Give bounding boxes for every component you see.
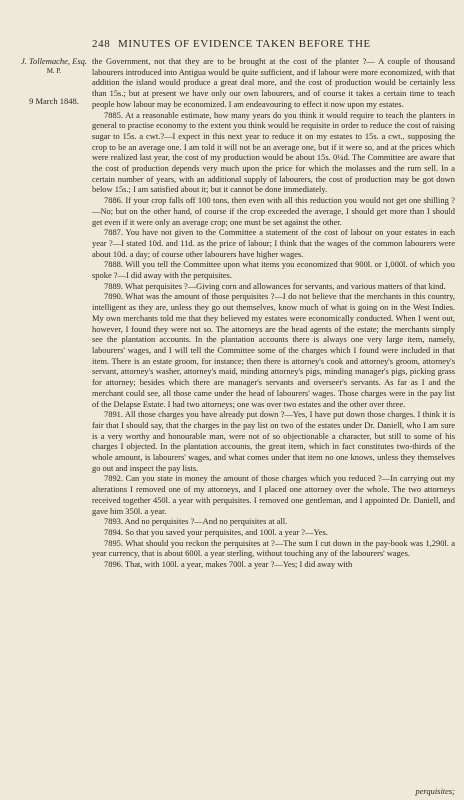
paragraph: 7896. That, with 100l. a year, makes 700l. a year ?—Yes; I did away with [104,559,353,570]
paragraph: 7892. Can you state in money the amount of those charges which you reduced ?—In carrying out my alterations I removed one of my attorneys, and I placed one attorney over the whole. The two attorneys received together 450l. a year with perquisites. I removed one gentleman, and I appointed Dr. Daniell, and gave him 350l. a year. [92,473,455,516]
page-header [0,38,464,52]
running-head: MINUTES OF EVIDENCE TAKEN BEFORE THE [118,38,371,50]
paragraph: 7895. What should you reckon the perquisites at ?—The sum I cut down in the pay-book was 1,290l. a year currency, that is about 600l. a year sterling, without touching any of the labourers' wages. [92,537,455,559]
paragraph: the Government, not that they are to be brought at the cost of the planter ?— A couple of thousand labourers introduced into Antigua would be quite sufficient, and if labour were more economized, with that addition the island would produce a great deal more, and the cost of production would be certainly less than 15s.; but at present we have only our own labourers, and of course it takes a certain time to teach people how labour may be economized. I am endeavouring to effect it now upon my estates. [92,56,455,109]
paragraph: 7885. At a reasonable estimate, how many years do you think it would require to teach the planters in general to practise economy to the extent you think would be requisite in order to reduce the cost of raising sugar to 15s. a cwt.?—I expect in this next year to reduce it on my estates to 15s. a cwt., supposing the crop to be an average one. I am told it will not be an average one, but if it were so, and at the prices which were realized last year, the cost of my production would be about 15s. 0¼d. The Committee are aware that the cost of production depends very much upon the price for which the molasses and the rum sell. In a certain number of years, with an additional supply of labourers, the cost of production may be got down below 15s.; I am satisfied about it; but it cannot be done immediately. [92,109,455,195]
paragraph: 7891. All those charges you have already put down ?—Yes, I have put down those charges. I think it is fair that I should say, that the charges in the pay list on two of the estates under Dr. Daniell, who I am sure is a very worthy and honourable man, were not of so objectionable a character, but still to some of his charges I objected. In the plantation accounts, the great item, which in fact constitutes two-thirds of the whole amount, is labourers' wages, and what comes under that item no one knows, unless they themselves go out and inspect the pay lists. [92,409,455,473]
paragraph: 7886. If your crop falls off 100 tons, then even with all this reduction you would not get one shilling ?—No; but on the other hand, of course if the crop exceeded the average, I should get more than I should get even if it were only an average crop; one must be set against the other. [92,195,455,227]
paragraph: 7887. You have not given to the Committee a statement of the cost of labour on your estates in each year ?—I stated 10d. and 11d. as the price of labour; I think that the wages of the common labourers were about 10d. a day; of course other labourers have higher wages. [92,227,455,259]
witness-title: M. P. [46,67,62,75]
page-number: 248 [92,38,111,50]
catchword: perquisites; [415,786,455,796]
paragraph: 7890. What was the amount of those perquisites ?—I do not believe that the merchants in this country, intelligent as they are, unless they go out themselves, know much of what is going on in the West Indies. My own merchants told me that they believed my estates were economically conducted. When I went out, however, I found they were not so. The attorneys are the head agents of the estate; the merchants simply see the plantation accounts. In the plantation accounts there is always one very large item, namely, labourers' wages, and I will tell the Committee some of the charges which I found were included in that item. There is an estate groom, for instance; then there is attorney's cook and attorney's groom, attorney's servant, attorney's washer, attorney's maid, minding attorney's pigs, minding manager's pigs, picking grass for attorney; besides which there are manager's servants and overseer's servants. As far as I and the merchant could see, all those came under the head of labourers' wages. Those charges were in the pay list of the Delapse Estate. I had two attorneys; one was over two estates and the other over three. [92,291,455,409]
paragraph: 7889. What perquisites ?—Giving corn and allowances for servants, and various matters of that kind. [104,280,446,291]
paragraph: 7888. Will you tell the Committee upon what items you economized that 900l. or 1,000l. of which you spoke ?—I did away with the perquisites. [92,259,455,281]
witness-name: J. Tollemache, Esq. [20,56,88,66]
evidence-body [92,56,455,570]
paragraph: 7893. And no perquisites ?—And no perquisites at all. [104,516,288,527]
paragraph: 7894. So that you saved your perquisites, and 100l. a year ?—Yes. [104,526,328,537]
margin-date: 9 March 1848. [29,96,79,106]
